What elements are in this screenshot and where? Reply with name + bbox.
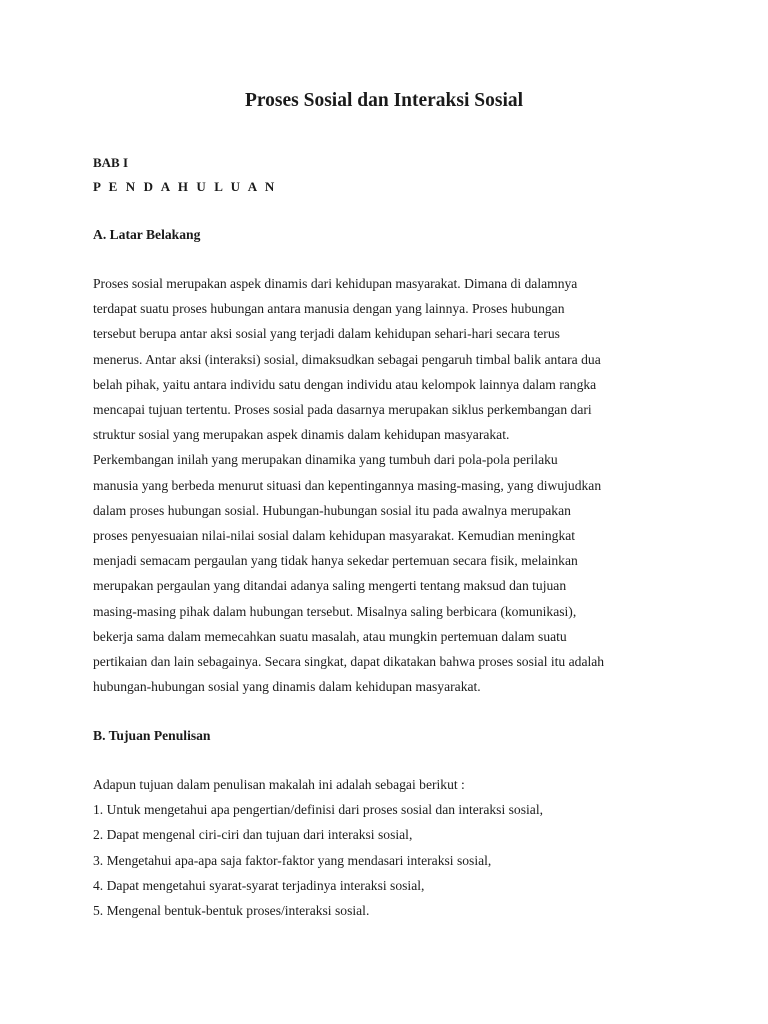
list-item: 2. Dapat mengenal ciri-ciri dan tujuan dari interaksi sosial, [93, 827, 413, 843]
chapter-header [93, 151, 277, 199]
list-item: 3. Mengetahui apa-apa saja faktor-faktor yang mendasari interaksi sosial, [93, 852, 492, 868]
paragraph-line: dalam proses hubungan sosial. Hubungan-hubungan sosial itu pada awalnya merupakan [93, 502, 571, 518]
paragraph-line: belah pihak, yaitu antara individu satu dengan individu atau kelompok lainnya dalam rangka [93, 376, 597, 392]
chapter-label: BAB I [93, 155, 129, 170]
chapter-name: P E N D A H U L U A N [93, 179, 277, 194]
paragraph-line: masing-masing pihak dalam hubungan tersebut. Misalnya saling berbicara (komunikasi), [93, 603, 577, 619]
section-a-paragraph [93, 271, 685, 699]
paragraph-line: bekerja sama dalam memecahkan suatu masalah, atau mungkin pertemuan dalam suatu [93, 628, 567, 644]
list-intro: Adapun tujuan dalam penulisan makalah ini adalah sebagai berikut : [93, 777, 465, 792]
paragraph-line: menerus. Antar aksi (interaksi) sosial, dimaksudkan sebagai pengaruh timbal balik antara dua [93, 351, 601, 367]
paragraph-line: hubungan-hubungan sosial yang dinamis dalam kehidupan masyarakat. [93, 679, 481, 695]
section-b-list [93, 772, 685, 923]
list-item: 5. Mengenal bentuk-bentuk proses/interaksi sosial. [93, 903, 370, 919]
paragraph-line: tersebut berupa antar aksi sosial yang terjadi dalam kehidupan sehari-hari secara terus [93, 326, 560, 342]
paragraph-line: terdapat suatu proses hubungan antara manusia dengan yang lainnya. Proses hubungan [93, 301, 565, 317]
paragraph-line: menjadi semacam pergaulan yang tidak hanya sekedar pertemuan secara fisik, melainkan [93, 553, 578, 569]
paragraph-line: Proses sosial merupakan aspek dinamis dari kehidupan masyarakat. Dimana di dalamnya [93, 276, 578, 291]
list-item: 1. Untuk mengetahui apa pengertian/definisi dari proses sosial dan interaksi sosial, [93, 802, 543, 818]
paragraph-line: merupakan pergaulan yang ditandai adanya saling mengerti tentang maksud dan tujuan [93, 578, 567, 594]
paragraph-line: proses penyesuaian nilai-nilai sosial dalam kehidupan masyarakat. Kemudian meningkat [93, 528, 576, 544]
paragraph-line: manusia yang berbeda menurut situasi dan kepentingannya masing-masing, yang diwujudkan [93, 477, 602, 493]
paragraph-line: mencapai tujuan tertentu. Proses sosial pada dasarnya merupakan siklus perkembangan dari [93, 402, 592, 418]
paragraph-line: struktur sosial yang merupakan aspek dinamis dalam kehidupan masyarakat. [93, 427, 510, 443]
section-b-heading: B. Tujuan Penulisan [93, 728, 211, 743]
list-item: 4. Dapat mengetahui syarat-syarat terjadinya interaksi sosial, [93, 877, 425, 893]
section-a-heading: A. Latar Belakang [93, 227, 201, 242]
document-title: Proses Sosial dan Interaksi Sosial [244, 90, 524, 111]
paragraph-line: pertikaian dan lain sebagainya. Secara singkat, dapat dikatakan bahwa proses sosial itu adalah [93, 654, 605, 670]
paragraph-line: Perkembangan inilah yang merupakan dinamika yang tumbuh dari pola-pola perilaku [93, 452, 558, 468]
